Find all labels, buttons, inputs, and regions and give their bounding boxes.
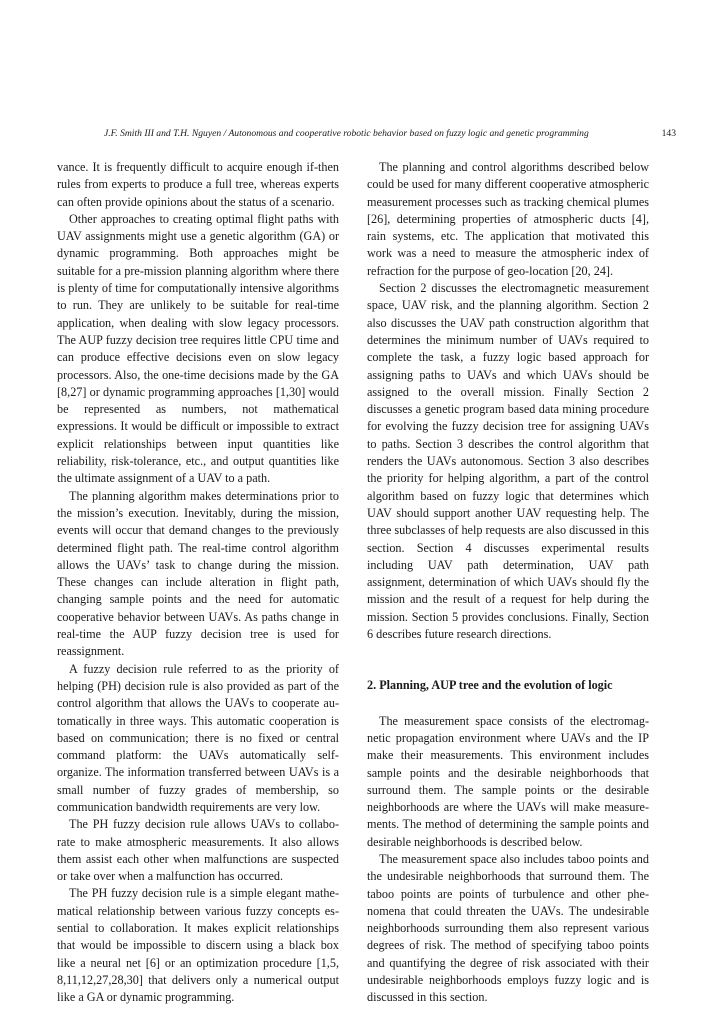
paragraph: A fuzzy decision rule referred to as the priority of helping (PH) decision rule is also provided as part of the control algorithm that allows the UAVs to cooperate automatically in three ways. This automatic cooperation is based on communication; there is no fixed or central command platform: the UAVs automatically self-organize. The information transferred between UAVs is a small number of fuzzy grades of membership, so communication bandwidth requirements are very low. (57, 661, 339, 814)
left-column (57, 159, 339, 1007)
right-column (367, 159, 649, 1007)
running-head (104, 127, 676, 141)
paragraph: Other approaches to creating optimal flight paths with UAV assignments might use a genetic algorithm (GA) or dynamic programming. Both approaches might be suitable for a pre-mission planning algorithm where there is plenty of time for computationally intensive algorithms to run. They are unlikely to be suitable for real-time application, when dealing with slow legacy processors. The AUP fuzzy decision tree requires little CPU time and can produce effective decisions even on slow legacy processors. Also, the one-time decisions made by the GA [8,27] or dynamic programming approaches [1,30] would be represented as numbers, not mathematical expressions. It would be difficult or impossible to extract explicit relationships between input quantities like reliability, risk-tolerance, etc., and output quantities like the ultimate assignment of a UAV to a path. (57, 211, 339, 486)
section-heading: 2. Planning, AUP tree and the evolution of logic (367, 678, 613, 693)
paragraph: The planning and control algorithms described below could be used for many different cooperative atmospheric measurement processes such as tracking chemical plumes [26], determining properties of atmospheric ducts [4], rain systems, etc. The application that motivated this work was a need to measure the atmospheric index of refraction for the purpose of geo-location [20, 24]. (367, 160, 649, 278)
paragraph: vance. It is frequently difficult to acquire enough if-then rules from experts to produce a full tree, whereas experts can often provide opinions about the status of a scenario. (57, 160, 339, 209)
running-title: J.F. Smith III and T.H. Nguyen / Autonomous and cooperative robotic behavior based on fuzzy logic and genetic programming (104, 128, 589, 139)
paragraph: The PH fuzzy decision rule allows UAVs to collaborate to make atmospheric measurements. It also allows them assist each other when malfunctions are suspected or take over when a malfunction has occurred. (57, 817, 339, 884)
spacer (367, 643, 649, 677)
page-number: 143 (661, 128, 676, 139)
paragraph: The measurement space consists of the electromagnetic propagation environment where UAVs and the IP make their measurements. This environment includes sample points and the desirable neighborhoods that surround them. The sample points or the desirable neighborhoods are where the UAVs will make measurements. The method of determining the sample points and desirable neighborhoods is described below. (367, 713, 649, 849)
paragraph: Section 2 discusses the electromagnetic measurement space, UAV risk, and the planning algorithm. Section 2 also discusses the UAV path construction algorithm that determines the minimum number of UAVs required to complete the task, a fuzzy logic based approach for assigning paths to UAVs and which UAVs should be assigned to the overall mission. Finally Section 2 discusses a genetic program based data mining procedure for evolving the fuzzy decision tree for assigning UAVs to paths. Section 3 describes the control algorithm that renders the UAVs autonomous. Section 3 also describes the priority for helping algorithm, a part of the control algorithm based on fuzzy logic that determines which UAV should support another UAV requesting help. The three subclasses of help requests are also discussed in this section. Section 4 discusses experimental results including UAV path determination, UAV path assignment, determination of which UAVs should fly the mission and the result of a request for help during the mission. Section 5 provides conclusions. Finally, Section 6 describes future research directions. (367, 281, 649, 642)
paragraph: The planning algorithm makes determinations prior to the mission’s execution. Inevitably, during the mission, events will occur that demand changes to the previously determined flight path. The real-time control algorithm allows the UAVs’ task to change during the mission. These changes can include alteration in flight path, changing sample points and the need for automatic cooperative behavior between UAVs. As paths change in real-time the AUP fuzzy decision tree is used for reassignment. (57, 488, 339, 659)
paragraph: The PH fuzzy decision rule is a simple elegant mathematical relationship between various fuzzy concepts essential to collaboration. It makes explicit relationships that would be impossible to discern using a black box like a neural net [6] or an optimization procedure [1,5, 8,11,12,27,28,30] that delivers only a numerical output like a GA or dynamic programming. (57, 886, 339, 1005)
paragraph: The measurement space also includes taboo points and the undesirable neighborhoods that surround them. The taboo points are points of turbulence and other phenomena that could threaten the UAVs. The undesirable neighborhoods surrounding them also represent various degrees of risk. The method of specifying taboo points and quantifying the degree of risk associated with their undesirable neighborhoods employs fuzzy logic and is discussed in this section. (367, 851, 649, 1005)
spacer (367, 695, 649, 713)
